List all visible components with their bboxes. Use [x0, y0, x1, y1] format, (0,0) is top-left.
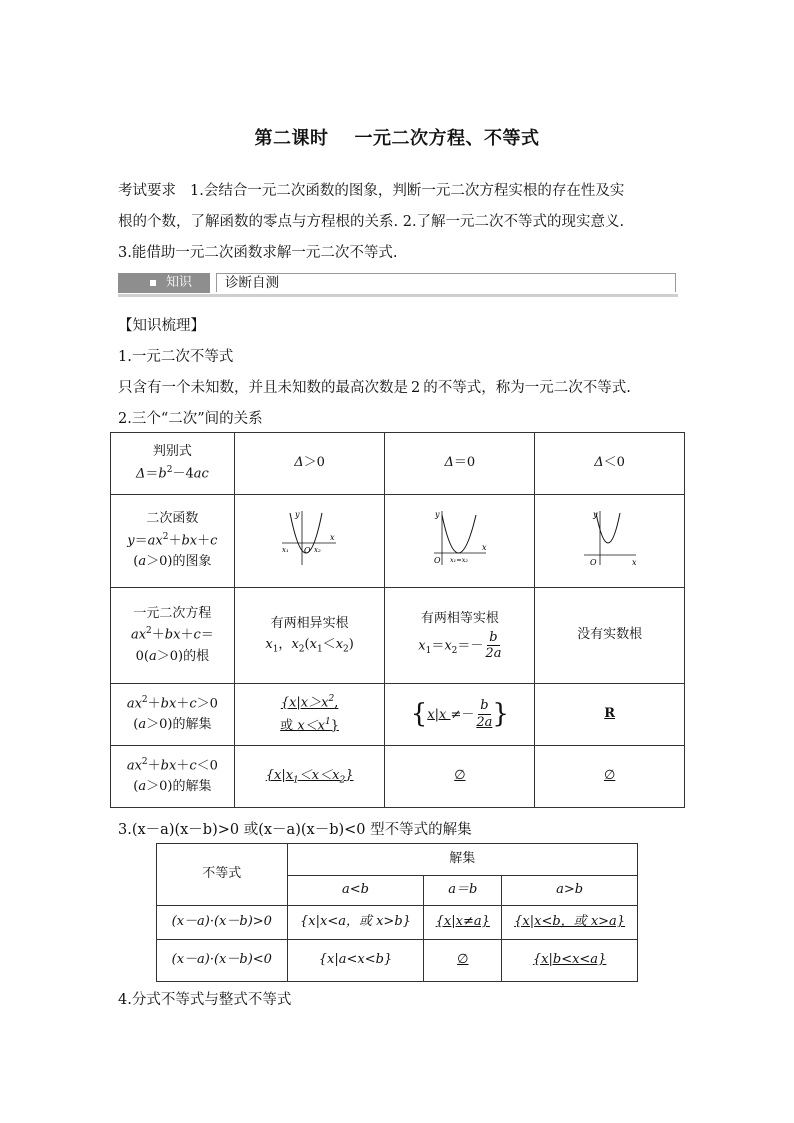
set-condition: x|x [427, 707, 451, 722]
no-real-roots-cell: 没有实数根 [535, 588, 685, 684]
x-symbol: x [335, 636, 344, 652]
relation: ＝0 [453, 455, 476, 471]
function-formula [111, 530, 234, 552]
subscript: 2 [451, 645, 458, 656]
gt-solution-no-roots-cell [535, 684, 685, 746]
c-term: c [189, 758, 197, 774]
exponent: 2 [166, 464, 173, 475]
zero-text: 0( [135, 648, 149, 664]
item4-heading: 4.分式不等式与整式不等式 [118, 992, 292, 1008]
set-condition: x＜x [297, 717, 325, 733]
fraction-denominator: 2a [476, 715, 493, 730]
equation-label-cell [111, 588, 235, 684]
comma: ， [278, 636, 292, 652]
condition-text: ＞0)的图象 [146, 554, 212, 570]
delta-symbol: Δ [444, 455, 454, 471]
x-symbol: x [418, 638, 426, 654]
plus-sign: ＋ [168, 533, 182, 549]
item1-body [118, 376, 631, 397]
set-comma: , [334, 695, 339, 711]
item1-heading: 1.一元二次不等式 [118, 349, 234, 365]
bx-term: bx [160, 696, 177, 712]
ax-term: ax [126, 758, 142, 774]
discriminant-formula [111, 463, 234, 485]
relation: ＞0 [196, 696, 218, 712]
factored-inequality-table [156, 843, 638, 982]
neq-sign: ≠－ [450, 707, 475, 722]
empty-set-symbol: ∅ [603, 768, 616, 784]
gt-solution-line2 [235, 715, 385, 737]
eq-sign: ＝ [145, 466, 159, 482]
table-row [111, 684, 685, 746]
item3-heading: 3.(x－a)(x－b)>0 或(x－a)(x－b)<0 型不等式的解集 [118, 822, 472, 838]
gt-inequality-formula [111, 693, 234, 715]
ax-term: ax [147, 533, 163, 549]
gt-inequality-condition: (a＞0)的解集 [133, 717, 212, 733]
or-text: 或 [280, 717, 298, 733]
right-brace-icon: } [492, 698, 509, 729]
function-label: 二次函数 [146, 511, 199, 527]
a-symbol: a [138, 717, 147, 733]
parabola-curve [442, 515, 476, 553]
banner-tag-label: 知识 [166, 275, 193, 290]
table-row [157, 940, 638, 982]
table-row [157, 906, 638, 940]
section-banner [118, 272, 678, 296]
equal-roots-formula [385, 630, 534, 662]
row2-solution-a-greater-b: {x|b<x<a} [532, 952, 607, 968]
row1-solution-a-greater-b-cell [502, 906, 638, 940]
y-axis-label: y [294, 510, 300, 520]
subscript: 2 [328, 694, 335, 705]
condition-text: ＞0)的解集 [146, 779, 212, 795]
c-term: c [193, 627, 201, 643]
row2-solution-a-equal-b-cell [424, 940, 502, 982]
table-row [157, 844, 638, 876]
y-symbol: y [127, 533, 135, 549]
gt-solution-double-root-cell [385, 684, 535, 746]
title-topic: 一元二次方程、不等式 [354, 128, 540, 149]
set-close: } [330, 717, 339, 733]
item1-body-pre: 只含有一个未知数，并且未知数的最高次数是 [118, 380, 408, 396]
plus-sign: ＋ [147, 758, 161, 774]
a-symbol: a [148, 648, 157, 664]
discriminant-label: 判别式 [152, 444, 192, 460]
fraction-numerator: b [480, 698, 489, 714]
table-row [111, 746, 685, 808]
subscript: 1 [293, 775, 299, 786]
solution-set-header: 解集 [287, 844, 637, 876]
banner-rule [118, 294, 678, 297]
eq-sign: ＝ [200, 627, 214, 643]
root1-label: x₁ [281, 546, 289, 555]
row2-inequality: (x－a)·(x－b)<0 [157, 940, 288, 982]
condition-text: ＞0)的解集 [146, 717, 212, 733]
equation-label: 一元二次方程 [133, 605, 212, 621]
parabola-two-roots-graph [280, 507, 340, 567]
discriminant-header [111, 433, 235, 495]
fraction [476, 698, 492, 730]
subscript: 1 [316, 644, 323, 655]
function-condition: (a＞0)的图象 [133, 554, 212, 570]
set-middle: ＜x＜x [298, 767, 340, 783]
title-lesson: 第二课时 [254, 128, 329, 149]
item1-body-post: 的不等式，称为一元二次不等式. [423, 380, 631, 396]
plus-sign: ＋ [176, 696, 190, 712]
lt-solution-double-root-cell [385, 746, 535, 808]
case-a-greater-b: a>b [502, 876, 638, 906]
x-symbol: x [291, 636, 299, 652]
reals-symbol: R [604, 706, 616, 722]
ax-term: ax [126, 696, 142, 712]
exponent: 2 [141, 695, 148, 706]
left-brace-icon: { [410, 698, 428, 729]
ax-term: ax [130, 627, 147, 643]
row1-solution-a-greater-b: {x|x<b，或 x>a} [514, 914, 626, 930]
parabola-curve [596, 513, 620, 543]
plus-sign: ＋ [176, 758, 190, 774]
item1-body-num: 2 [411, 380, 421, 396]
banner-tag [118, 273, 210, 293]
fraction [485, 630, 501, 662]
gt-solution-two-roots-cell [234, 684, 385, 746]
set-open: {x|x [265, 767, 294, 783]
requirements-line2: 根的个数，了解函数的零点与方程根的关系. 2.了解一元二次不等式的现实意义. [118, 214, 625, 230]
x-symbol: x [265, 636, 273, 652]
fraction-numerator: b [489, 629, 498, 645]
origin-label: O [433, 556, 441, 566]
eq-sign: ＝ [431, 638, 445, 654]
subscript: 2 [339, 775, 346, 786]
parabola-double-root-graph [428, 507, 492, 567]
y-axis-label: y [592, 510, 598, 520]
inequality-header: 不等式 [157, 844, 288, 906]
row1-solution-a-equal-b-cell [424, 906, 502, 940]
a-symbol: a [138, 554, 147, 570]
delta-zero-header [385, 433, 535, 495]
exponent: 2 [141, 757, 148, 768]
ac-symbol: ac [193, 466, 209, 482]
exponent: 2 [162, 531, 169, 542]
quadratic-relations-table [110, 432, 685, 808]
origin-label: O [589, 558, 597, 568]
y-axis-label: y [434, 510, 440, 520]
relation: ＜0 [196, 758, 218, 774]
equal-roots-label: 有两相等实根 [420, 611, 499, 626]
requirements-line3: 3.能借助一元二次函数求解一元二次不等式. [118, 245, 398, 261]
lt-inequality-condition: (a＞0)的解集 [133, 779, 212, 795]
table-row [111, 588, 685, 684]
requirements-line1: 1.会结合一元二次函数的图象，判断一元二次方程实根的存在性及实 [190, 183, 625, 199]
row2-solution-a-less-b: {x|a<x<b} [287, 940, 424, 982]
gt-solution-line1 [235, 692, 385, 714]
x-axis-label: x [329, 533, 335, 543]
c-term: c [189, 696, 197, 712]
relation: ＞0 [303, 455, 325, 471]
x-axis-label: x [631, 558, 637, 568]
c-term: c [210, 533, 218, 549]
lt-solution-no-roots-cell [535, 746, 685, 808]
root2-label: x₂ [313, 546, 321, 555]
b-symbol: b [158, 466, 167, 482]
equation-formula [111, 624, 234, 646]
empty-set-symbol: ∅ [454, 768, 466, 784]
parabola-no-roots-graph [580, 507, 640, 567]
lt-solution-two-roots-cell [234, 746, 385, 808]
two-equal-roots-cell [385, 588, 535, 684]
subscript: 2 [298, 644, 305, 655]
row1-solution-a-equal-b: {x|x≠a} [435, 914, 490, 930]
subscript: 1 [272, 644, 279, 655]
graph-two-roots-cell [234, 495, 385, 588]
lt-solution-set [265, 767, 354, 786]
two-roots-label: 有两相异实根 [270, 616, 349, 632]
case-a-less-b: a<b [287, 876, 424, 906]
subscript: 2 [343, 644, 349, 655]
function-label-cell [111, 495, 235, 588]
table-row [111, 433, 685, 495]
lt-inequality-formula [111, 755, 234, 777]
two-roots-formula: $x_1$，$x_2(x_1<x_2)$ [265, 636, 354, 655]
graph-no-roots-cell [535, 495, 685, 588]
double-root-label: x₁=x₂ [449, 556, 468, 565]
case-a-equal-b: a＝b [424, 876, 502, 906]
x-symbol: x [309, 636, 317, 652]
eq-minus-sign: ＝－ [457, 638, 484, 654]
delta-negative-header [535, 433, 685, 495]
subscript: 1 [324, 716, 331, 727]
subscript: 1 [425, 645, 432, 656]
x-axis-label: x [481, 543, 487, 553]
item2-heading: 2.三个“二次”间的关系 [118, 411, 263, 427]
exponent: 2 [146, 626, 152, 637]
row1-inequality: (x－a)·(x－b)>0 [157, 906, 288, 940]
delta-symbol: Δ [294, 455, 304, 471]
condition-text: ＞0)的根 [156, 648, 210, 664]
banner-title: 诊断自测 [216, 273, 676, 292]
requirements-label: 考试要求 [118, 183, 176, 199]
plus-sign: ＋ [147, 696, 161, 712]
delta-symbol: Δ [594, 455, 604, 471]
row2-solution-a-greater-b-cell [502, 940, 638, 982]
bx-term: bx [181, 533, 198, 549]
equation-condition [111, 647, 234, 668]
page-title [0, 124, 794, 150]
row2-solution-a-equal-b: ∅ [457, 952, 469, 968]
plus-sign: ＋ [197, 533, 211, 549]
graph-double-root-cell [385, 495, 535, 588]
set-close: } [345, 767, 354, 783]
lt-inequality-label-cell [111, 746, 235, 808]
fraction-denominator: 2a [485, 646, 502, 662]
relation: ＜0 [603, 455, 625, 471]
table-row [111, 495, 685, 588]
plus-sign: ＋ [151, 627, 165, 643]
row1-solution-a-less-b: {x|x<a，或 x>b} [287, 906, 424, 940]
minus-four: －4 [172, 466, 194, 482]
lt-sign: ＜ [322, 636, 336, 652]
delta-symbol: Δ [135, 466, 146, 482]
plus-sign: ＋ [180, 627, 194, 643]
a-symbol: a [138, 779, 147, 795]
origin-label: O [303, 546, 311, 556]
square-bullet-icon [150, 280, 156, 286]
x-symbol: x [444, 638, 452, 654]
bx-term: bx [164, 627, 181, 643]
set-open: {x|x＞x [280, 695, 329, 711]
two-distinct-roots-cell [234, 588, 385, 684]
bx-term: bx [160, 758, 177, 774]
eq-sign: ＝ [134, 533, 148, 549]
exam-requirements [118, 176, 682, 269]
section-title: 【知识梳理】 [118, 318, 205, 334]
delta-positive-header [234, 433, 385, 495]
gt-inequality-label-cell [111, 684, 235, 746]
